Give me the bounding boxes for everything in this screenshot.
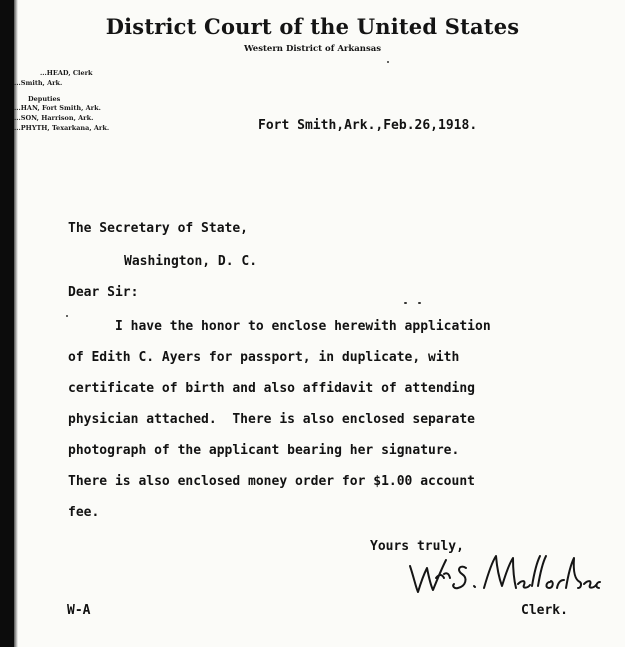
letterhead-court-name: District Court of the United States bbox=[105, 14, 520, 39]
signer-title: Clerk. bbox=[521, 603, 568, 618]
officer-line: ...SON, Harrison, Ark. bbox=[14, 114, 94, 122]
paper-speck bbox=[418, 302, 421, 304]
recipient-line-2: Washington, D. C. bbox=[124, 254, 258, 269]
paper-speck bbox=[387, 61, 389, 63]
binding-edge bbox=[0, 0, 14, 647]
dateline: Fort Smith,Ark.,Feb.26,1918. bbox=[258, 118, 478, 133]
body-line: I have the honor to enclose herewith application bbox=[68, 319, 491, 334]
body-line: photograph of the applicant bearing her signature. bbox=[68, 443, 460, 458]
closing: Yours truly, bbox=[370, 539, 464, 554]
paper-speck bbox=[404, 302, 407, 304]
letterhead-officers bbox=[14, 67, 164, 147]
body-line: certificate of birth and also affidavit of attending bbox=[68, 381, 475, 396]
body-line: fee. bbox=[68, 505, 100, 520]
body-line: of Edith C. Ayers for passport, in duplicate, with bbox=[68, 350, 460, 365]
handwritten-signature bbox=[404, 552, 604, 600]
letterhead-district: Western District of Arkansas bbox=[243, 44, 382, 54]
officer-line: ...Smith, Ark. bbox=[14, 79, 63, 87]
body-line: physician attached. There is also enclosed separate bbox=[68, 412, 475, 427]
salutation: Dear Sir: bbox=[68, 285, 139, 300]
officer-line: ...HAN, Fort Smith, Ark. bbox=[14, 104, 101, 112]
recipient-line-1: The Secretary of State, bbox=[68, 221, 249, 236]
officer-line: ...HEAD, Clerk bbox=[40, 69, 93, 77]
body-line: There is also enclosed money order for $1.00 account bbox=[68, 474, 475, 489]
paper-speck bbox=[66, 315, 68, 317]
reference-initials: W-A bbox=[67, 603, 91, 618]
officer-line: ...PHYTH, Texarkana, Ark. bbox=[14, 124, 110, 132]
officer-line: Deputies bbox=[28, 95, 61, 103]
